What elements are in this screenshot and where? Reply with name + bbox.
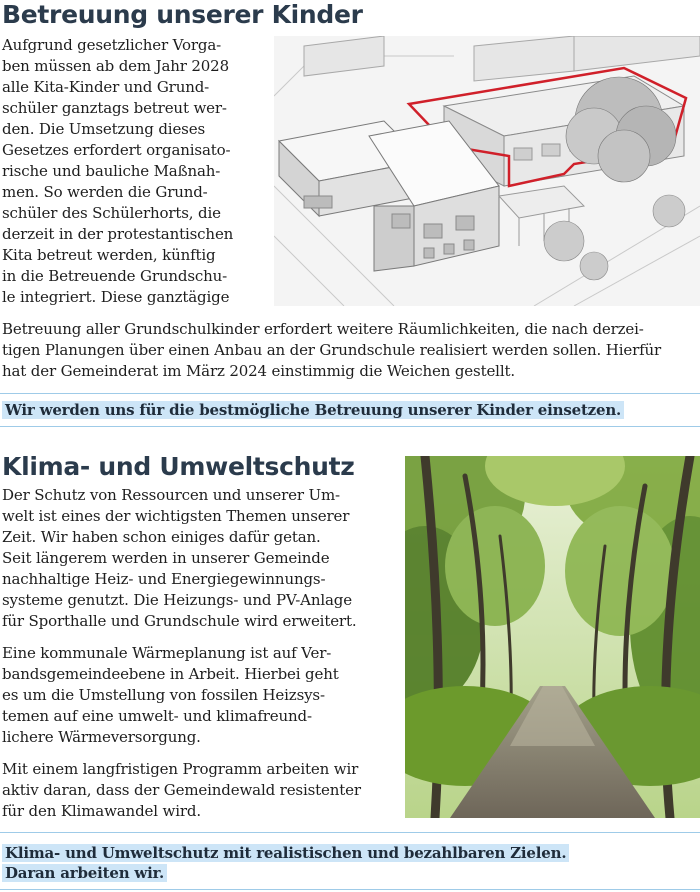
- text-line: Gesetzes erfordert organisato-: [2, 141, 231, 159]
- section-title-klimaschutz: Klima- und Umweltschutz: [2, 452, 355, 481]
- callout-text: Klima- und Umweltschutz mit realistischen und bezahlbaren Zielen.: [2, 844, 569, 862]
- text-line: tigen Planungen über einen Anbau an der Grundschule realisiert werden sollen. Hierfür: [2, 341, 662, 359]
- text-line: alle Kita-Kinder und Grund-: [2, 78, 210, 96]
- callout-text: Wir werden uns für die bestmögliche Betreuung unserer Kinder einsetzen.: [2, 401, 624, 419]
- text-line: schüler des Schülerhorts, die: [2, 204, 221, 222]
- callout-text: Daran arbeiten wir.: [2, 864, 167, 882]
- text-line: Mit einem langfristigen Programm arbeiten wir: [2, 760, 359, 778]
- text-line: bandsgemeindeebene in Arbeit. Hierbei geht: [2, 665, 339, 683]
- text-line: le integriert. Diese ganztägige: [2, 288, 230, 306]
- climate-callout-line-1: [2, 843, 569, 863]
- text-line: schüler ganztags betreut wer-: [2, 99, 227, 117]
- divider: [0, 426, 700, 427]
- text-line: für Sporthalle und Grundschule wird erweitert.: [2, 612, 357, 630]
- text-line: temen auf eine umwelt- und klimafreund-: [2, 707, 312, 725]
- text-line: lichere Wärmeversorgung.: [2, 728, 201, 746]
- text-line: Kita betreut werden, künftig: [2, 246, 216, 264]
- text-line: welt ist eines der wichtigsten Themen unserer: [2, 507, 350, 525]
- childcare-callout: [2, 400, 624, 420]
- text-line: aktiv daran, dass der Gemeindewald resistenter: [2, 781, 361, 799]
- text-line: rische und bauliche Maßnah-: [2, 162, 221, 180]
- text-line: nachhaltige Heiz- und Energiegewinnungs-: [2, 570, 326, 588]
- text-line: systeme genutzt. Die Heizungs- und PV-Anlage: [2, 591, 352, 609]
- text-line: Aufgrund gesetzlicher Vorga-: [2, 36, 222, 54]
- forest-path-photo: [405, 456, 700, 818]
- divider: [0, 889, 700, 890]
- divider: [0, 393, 700, 394]
- text-line: in die Betreuende Grundschu-: [2, 267, 228, 285]
- school-annex-rendering: [274, 36, 700, 306]
- text-line: Seit längerem werden in unserer Gemeinde: [2, 549, 330, 567]
- text-line: Betreuung aller Grundschulkinder erfordert weitere Räumlichkeiten, die nach derzei-: [2, 320, 644, 338]
- text-line: men. So werden die Grund-: [2, 183, 208, 201]
- text-line: für den Klimawandel wird.: [2, 802, 201, 820]
- text-line: den. Die Umsetzung dieses: [2, 120, 206, 138]
- divider: [0, 832, 700, 833]
- text-line: Eine kommunale Wärmeplanung ist auf Ver-: [2, 644, 332, 662]
- text-line: ben müssen ab dem Jahr 2028: [2, 57, 229, 75]
- text-line: Zeit. Wir haben schon einiges dafür getan.: [2, 528, 321, 546]
- text-line: derzeit in der protestantischen: [2, 225, 234, 243]
- text-line: hat der Gemeinderat im März 2024 einstimmig die Weichen gestellt.: [2, 362, 515, 380]
- section-title-kinderbetreuung: Betreuung unserer Kinder: [2, 0, 363, 29]
- text-line: es um die Umstellung von fossilen Heizsys-: [2, 686, 325, 704]
- climate-callout-line-2: [2, 863, 167, 883]
- text-line: Der Schutz von Ressourcen und unserer Um-: [2, 486, 340, 504]
